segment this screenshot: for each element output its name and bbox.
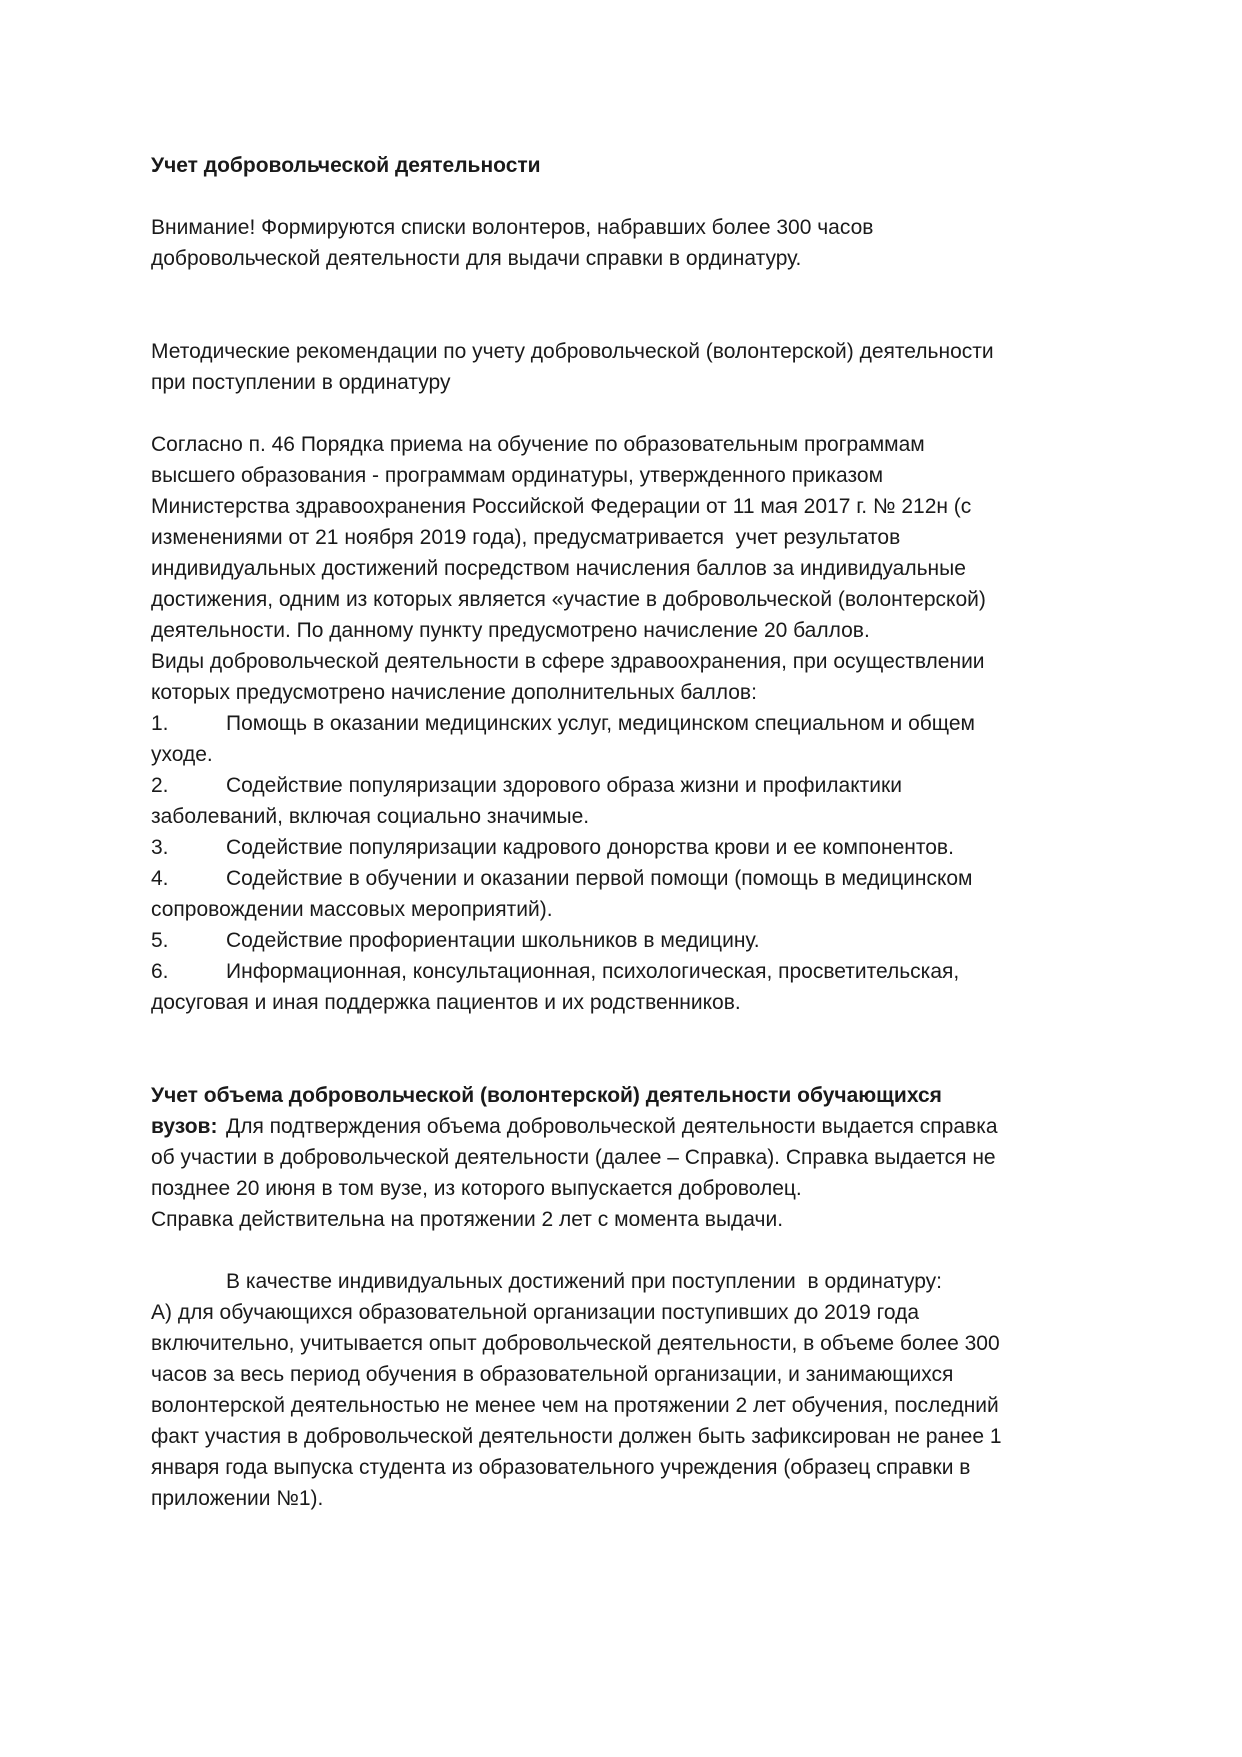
list-text: Содействие профориентации школьников в медицину.: [226, 929, 760, 952]
list-number: 1.: [151, 712, 169, 735]
section3-line: А) для обучающихся образовательной организации поступивших до 2019 года: [151, 1301, 920, 1324]
list-continuation: заболеваний, включая социально значимые.: [151, 805, 590, 828]
section2-title-line: Учет объема добровольческой (волонтерской) деятельности обучающихся: [151, 1084, 942, 1107]
list-number: 4.: [151, 867, 169, 890]
intro-paragraph: [151, 429, 1096, 708]
section2-line: Справка действительна на протяжении 2 лет с момента выдачи.: [151, 1208, 784, 1231]
list-item: [151, 708, 1096, 770]
section2-line: позднее 20 июня в том вузе, из которого выпускается доброволец.: [151, 1177, 802, 1200]
list-number: 2.: [151, 774, 169, 797]
section3-line: волонтерской деятельностью не менее чем на протяжении 2 лет обучения, последний: [151, 1394, 999, 1417]
volunteer-types-list: [151, 708, 1096, 1018]
document-page: [151, 150, 1096, 1514]
list-number: 5.: [151, 929, 169, 952]
heading-text: Учет добровольческой деятельности: [151, 154, 541, 177]
intro-line: индивидуальных достижений посредством начисления баллов за индивидуальные: [151, 557, 966, 580]
section3-line: приложении №1).: [151, 1487, 324, 1510]
list-continuation: сопровождении массовых мероприятий).: [151, 898, 553, 921]
intro-line: Виды добровольческой деятельности в сфере здравоохранения, при осуществлении: [151, 650, 985, 673]
section3-line: факт участия в добровольческой деятельности должен быть зафиксирован не ранее 1: [151, 1425, 1002, 1448]
list-continuation: досуговая и иная поддержка пациентов и их родственников.: [151, 991, 741, 1014]
section3-line: часов за весь период обучения в образовательной организации, и занимающихся: [151, 1363, 954, 1386]
list-text: Помощь в оказании медицинских услуг, медицинском специальном и общем: [226, 712, 975, 735]
section3-line: января года выпуска студента из образовательного учреждения (образец справки в: [151, 1456, 971, 1479]
notice-line: Внимание! Формируются списки волонтеров, набравших более 300 часов: [151, 216, 874, 239]
list-continuation: уходе.: [151, 743, 213, 766]
list-number: 6.: [151, 960, 169, 983]
section3-body: [151, 1266, 1096, 1514]
intro-line: Согласно п. 46 Порядка приема на обучение по образовательным программам: [151, 433, 925, 456]
section2-title-line: вузов:: [151, 1115, 218, 1138]
list-item: [151, 770, 1096, 832]
intro-line: достижения, одним из которых является «участие в добровольческой (волонтерской): [151, 588, 986, 611]
guidelines-line: Методические рекомендации по учету добровольческой (волонтерской) деятельности: [151, 340, 994, 363]
section2-body: [151, 1111, 1096, 1235]
intro-line: которых предусмотрено начисление дополнительных баллов:: [151, 681, 757, 704]
list-text: Содействие популяризации здорового образа жизни и профилактики: [226, 774, 902, 797]
intro-line: деятельности. По данному пункту предусмотрено начисление 20 баллов.: [151, 619, 870, 642]
document-heading: [151, 150, 1096, 181]
guidelines-line: при поступлении в ординатуру: [151, 371, 451, 394]
list-text: Содействие в обучении и оказании первой помощи (помощь в медицинском: [226, 867, 973, 890]
list-item: [151, 925, 1096, 956]
list-item: [151, 956, 1096, 1018]
guidelines-title: [151, 336, 1096, 398]
section3-line: В качестве индивидуальных достижений при поступлении в ординатуру:: [226, 1270, 943, 1293]
intro-line: изменениями от 21 ноября 2019 года), предусматривается учет результатов: [151, 526, 901, 549]
notice-paragraph: [151, 212, 1096, 274]
list-number: 3.: [151, 836, 169, 859]
list-text: Информационная, консультационная, психологическая, просветительская,: [226, 960, 960, 983]
section2-line: об участии в добровольческой деятельности (далее – Справка). Справка выдается не: [151, 1146, 996, 1169]
section3-line: включительно, учитывается опыт добровольческой деятельности, в объеме более 300: [151, 1332, 1000, 1355]
list-text: Содействие популяризации кадрового донорства крови и ее компонентов.: [226, 836, 954, 859]
intro-line: высшего образования - программам ординатуры, утвержденного приказом: [151, 464, 884, 487]
list-item: [151, 863, 1096, 925]
list-item: [151, 832, 1096, 863]
intro-line: Министерства здравоохранения Российской Федерации от 11 мая 2017 г. № 212н (с: [151, 495, 972, 518]
section2-line: Для подтверждения объема добровольческой деятельности выдается справка: [226, 1115, 998, 1138]
notice-line: добровольческой деятельности для выдачи справки в ординатуру.: [151, 247, 802, 270]
